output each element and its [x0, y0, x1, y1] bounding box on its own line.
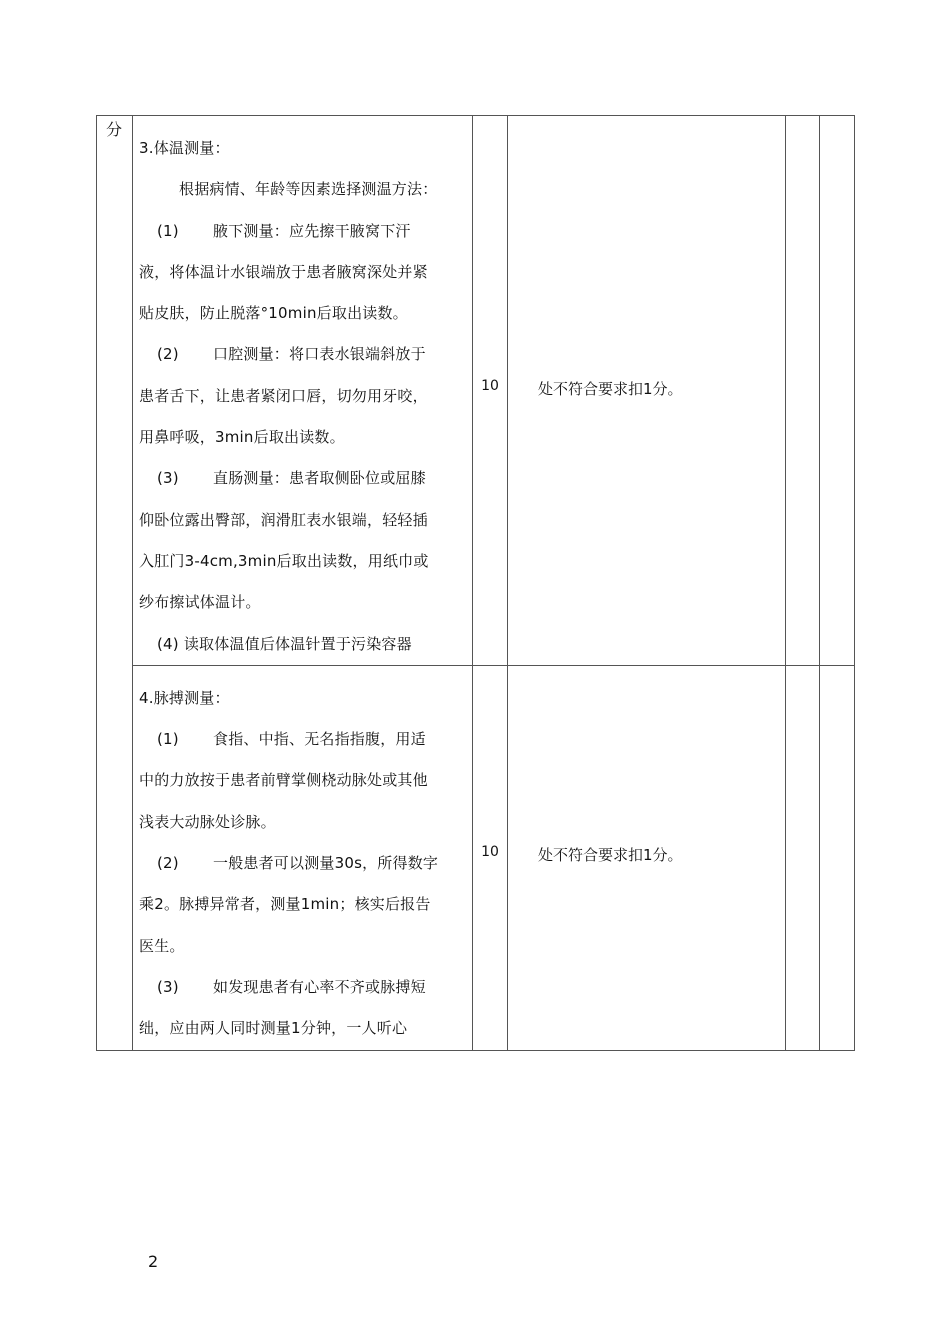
score-cell	[473, 116, 508, 666]
numbered-line	[139, 967, 466, 1008]
category-cell	[97, 116, 133, 1051]
empty-cell	[786, 665, 820, 1050]
numbered-line	[139, 458, 466, 499]
item-number: (2)	[157, 854, 179, 873]
item-number: (1)	[157, 730, 179, 749]
content-cell	[133, 116, 473, 666]
content-line: 贴皮肤，防止脱落°10min后取出读数。	[139, 304, 408, 323]
category-label: 分	[106, 120, 123, 139]
item-text: 腋下测量：应先擦干腋窝下汗	[213, 221, 411, 240]
content-line: 仰卧位露出臀部，润滑肛表水银端，轻轻插	[139, 510, 428, 529]
table-row	[97, 116, 855, 666]
content-line: 乘2。脉搏异常者，测量1min；核实后报告	[139, 895, 431, 914]
scoring-table	[96, 115, 855, 1051]
criteria-cell	[508, 665, 786, 1050]
item-text: 一般患者可以测量30s，所得数字	[213, 854, 439, 873]
item-text: 口腔测量：将口表水银端斜放于	[213, 345, 426, 364]
item-number: (2)	[157, 345, 179, 364]
item-number: (1)	[157, 221, 179, 240]
score-value: 10	[481, 843, 499, 860]
page-number: 2	[148, 1252, 159, 1271]
numbered-line	[139, 211, 466, 252]
content-cell	[133, 665, 473, 1050]
score-cell	[473, 665, 508, 1050]
numbered-line	[139, 334, 466, 375]
item-number: (3)	[157, 469, 179, 488]
item-text: 直肠测量：患者取侧卧位或屈膝	[213, 469, 426, 488]
score-value: 10	[481, 378, 499, 394]
criteria-text: 处不符合要求扣1分。	[538, 380, 683, 398]
numbered-line	[139, 843, 466, 884]
content-line: 入肛门3-4cm,3min后取出读数，用纸巾或	[139, 551, 429, 570]
content-line: 绌，应由两人同时测量1分钟，一人听心	[139, 1019, 408, 1038]
item-text: 如发现患者有心率不齐或脉搏短	[213, 977, 426, 996]
numbered-line	[139, 719, 466, 760]
item-number: (3)	[157, 977, 179, 996]
empty-cell	[820, 116, 855, 666]
content-body	[133, 666, 472, 1050]
content-line: 患者舌下，让患者紧闭口唇，切勿用牙咬，	[139, 386, 428, 405]
table-row	[97, 665, 855, 1050]
content-line: 4.脉搏测量：	[139, 688, 230, 707]
content-line: 中的力放按于患者前臂掌侧桡动脉处或其他	[139, 771, 428, 790]
criteria-cell	[508, 116, 786, 666]
content-line: 医生。	[139, 936, 185, 955]
criteria-text: 处不符合要求扣1分。	[538, 845, 683, 864]
content-line: 根据病情、年龄等因素选择测温方法：	[179, 180, 438, 199]
content-line: 液，将体温计水银端放于患者腋窝深处并紧	[139, 262, 428, 281]
content-line: 纱布擦试体温计。	[139, 593, 261, 612]
content-line: 3.体温测量：	[139, 139, 230, 157]
content-line: (4) 读取体温值后体温针置于污染容器	[157, 634, 412, 653]
content-line: 浅表大动脉处诊脉。	[139, 812, 276, 831]
content-body	[133, 116, 472, 665]
empty-cell	[786, 116, 820, 666]
item-text: 食指、中指、无名指指腹，用适	[213, 730, 426, 749]
empty-cell	[820, 665, 855, 1050]
content-line: 用鼻呼吸，3min后取出读数。	[139, 428, 345, 447]
